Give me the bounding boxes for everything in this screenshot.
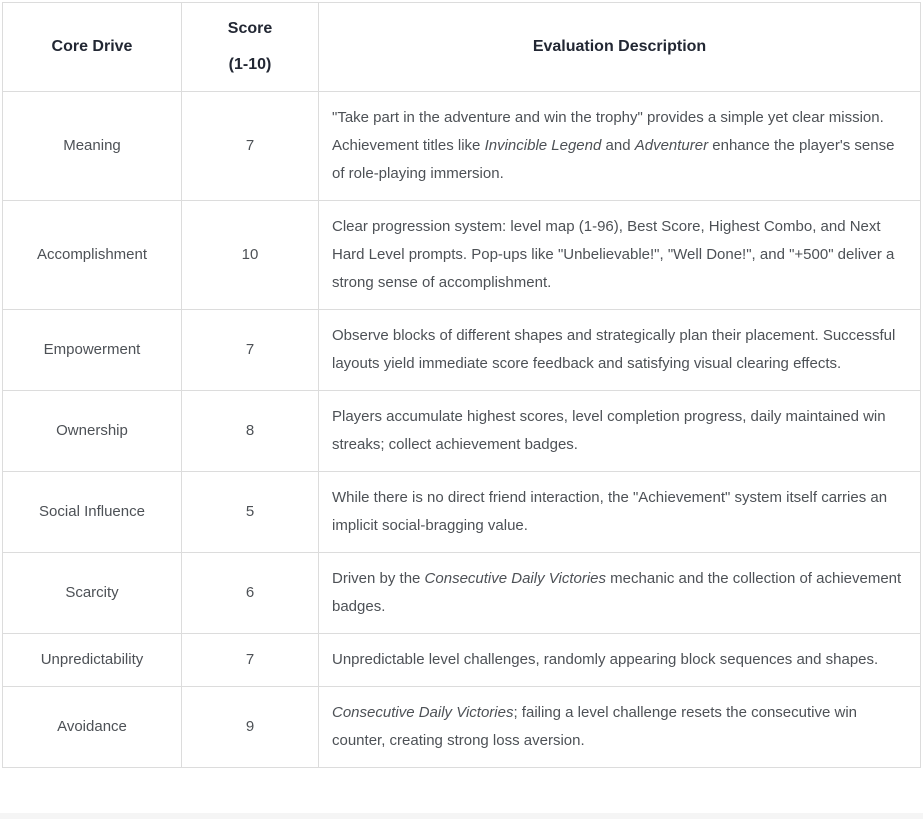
description-text: Players accumulate highest scores, level completion progress, daily maintained win streaks; collect achievement badges. bbox=[332, 408, 886, 453]
table-header bbox=[3, 3, 921, 92]
column-header-score bbox=[182, 3, 319, 92]
table-row bbox=[3, 310, 921, 391]
table-row bbox=[3, 92, 921, 201]
description-cell bbox=[319, 201, 921, 310]
description-text: While there is no direct friend interaction, the "Achievement" system itself carries an implicit social-bragging value. bbox=[332, 489, 888, 534]
description-text: Clear progression system: level map (1-96), Best Score, Highest Combo, and Next Hard Level prompts. Pop-ups like "Unbelievable!", "Well Done!", and "+500" deliver a strong sense of accomplishment. bbox=[332, 218, 895, 291]
table-body bbox=[3, 92, 921, 768]
core-drive-cell: Social Influence bbox=[3, 472, 182, 553]
description-text: Driven by the bbox=[332, 570, 425, 587]
italic-term: Adventurer bbox=[634, 137, 709, 154]
column-header-core-drive: Core Drive bbox=[3, 3, 182, 92]
description-cell bbox=[319, 92, 921, 201]
description-cell bbox=[319, 310, 921, 391]
description-text: mechanic and the collection of achievement badges. bbox=[332, 570, 902, 615]
description-text: enhance the player's sense of role-playing immersion. bbox=[332, 137, 895, 182]
core-drive-cell: Meaning bbox=[3, 92, 182, 201]
italic-term: Consecutive Daily Victories bbox=[332, 704, 514, 721]
table-row bbox=[3, 634, 921, 687]
score-cell: 7 bbox=[182, 310, 319, 391]
score-cell: 7 bbox=[182, 92, 319, 201]
score-cell: 6 bbox=[182, 553, 319, 634]
score-cell: 9 bbox=[182, 687, 319, 768]
core-drive-cell: Accomplishment bbox=[3, 201, 182, 310]
core-drive-cell: Empowerment bbox=[3, 310, 182, 391]
description-text: "Take part in the adventure and win the trophy" provides a simple yet clear mission. Achievement titles like bbox=[332, 109, 884, 154]
description-cell bbox=[319, 634, 921, 687]
score-cell: 7 bbox=[182, 634, 319, 687]
description-text: Unpredictable level challenges, randomly appearing block sequences and shapes. bbox=[332, 651, 879, 668]
column-header-score-line2: (1-10) bbox=[228, 56, 272, 73]
description-text: Observe blocks of different shapes and strategically plan their placement. Successful layouts yield immediate score feedback and satisfying visual clearing effects. bbox=[332, 327, 896, 372]
description-cell bbox=[319, 472, 921, 553]
italic-term: Invincible Legend bbox=[484, 137, 602, 154]
description-cell bbox=[319, 391, 921, 472]
core-drive-cell: Unpredictability bbox=[3, 634, 182, 687]
column-header-score-line1: Score bbox=[227, 20, 273, 37]
core-drive-cell: Ownership bbox=[3, 391, 182, 472]
table-row bbox=[3, 472, 921, 553]
score-cell: 10 bbox=[182, 201, 319, 310]
description-cell bbox=[319, 687, 921, 768]
score-cell: 8 bbox=[182, 391, 319, 472]
description-text: ; failing a level challenge resets the consecutive win counter, creating strong loss aversion. bbox=[332, 704, 857, 749]
table-row bbox=[3, 687, 921, 768]
description-cell bbox=[319, 553, 921, 634]
core-drive-evaluation-table bbox=[2, 2, 921, 768]
italic-term: Consecutive Daily Victories bbox=[424, 570, 607, 587]
core-drive-cell: Scarcity bbox=[3, 553, 182, 634]
below-table-strip bbox=[0, 813, 923, 819]
score-cell: 5 bbox=[182, 472, 319, 553]
table-row bbox=[3, 391, 921, 472]
table-row bbox=[3, 553, 921, 634]
table-row bbox=[3, 201, 921, 310]
column-header-evaluation-description: Evaluation Description bbox=[319, 3, 921, 92]
core-drive-cell: Avoidance bbox=[3, 687, 182, 768]
description-text: and bbox=[601, 137, 635, 154]
header-row bbox=[3, 3, 921, 92]
